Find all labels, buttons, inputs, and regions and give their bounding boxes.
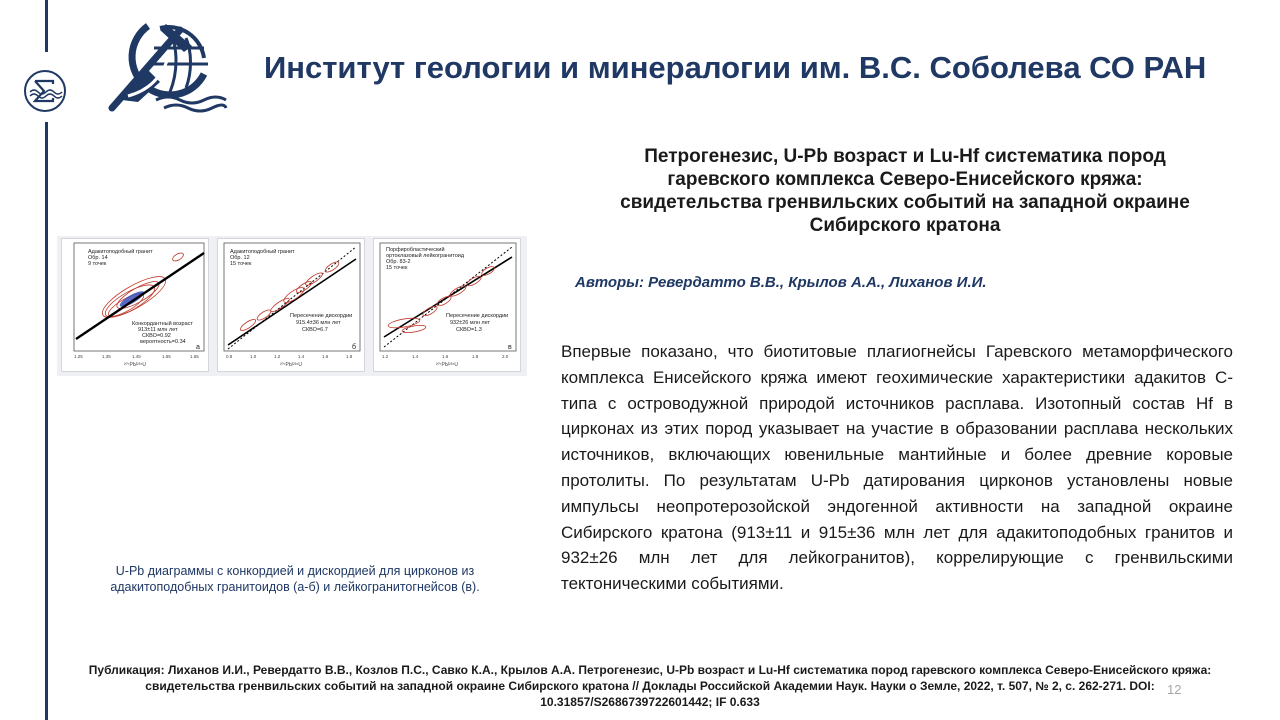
paper-title-line: гаревского комплекса Северо-Енисейского кряжа: xyxy=(667,169,1143,190)
sample-label: Адакитоподобный гранит xyxy=(88,249,153,255)
institute-globe-hammer-icon xyxy=(108,18,228,114)
result-label: 915.4±36 млн лет xyxy=(296,320,341,326)
paper-title-line: свидетельства гренвильских событий на западной окраине xyxy=(620,192,1190,213)
result-label: 913±11 млн лет xyxy=(138,327,178,333)
result-label: СКВО=1.3 xyxy=(456,327,482,333)
left-accent-line-bottom xyxy=(45,122,48,720)
sample-label: 15 точек xyxy=(386,265,408,271)
sample-label: 15 точек xyxy=(230,261,252,267)
sample-label: Адакитоподобный гранит xyxy=(230,249,295,255)
sample-label: ортоклазовый лейкогранитоид xyxy=(386,253,465,259)
x-tick-label: 1.65 xyxy=(190,354,199,359)
result-label: СКВО=6.7 xyxy=(302,327,328,333)
discordia-panel-c xyxy=(373,238,521,372)
summary-paragraph: Впервые показано, что биотитовые плагиогнейсы Гаревского метаморфического комплекса Енисейского кряжа имеют геохимические характеристики адакитов С-типа с островодужной природой источников расплава. Изотопный состав Hf в цирконах из этих пород указывает на участие в образовании расплава нескольких источников, включающих ювенильные мантийные и более древние коровые протолиты. По результатам U-Pb датирования цирконов установлены новые импульсы неопротерозойской эндогенной активности на западной окраине Сибирского кратона (913±11 и 915±36 млн лет для адакитоподобных гранитов и 932±26 млн лет для лейкогранитов), коррелирующие с гренвильскими тектоническими событиями. xyxy=(561,342,1233,594)
x-tick-label: 1.2 xyxy=(382,354,389,359)
figure-caption: U-Pb диаграммы с конкордией и дискордией для цирконов из адакитоподобных гранитоидов (а-б) и лейкогранитогнейсов (в). xyxy=(110,564,480,594)
concordia-panel-a xyxy=(61,238,209,372)
x-tick-label: 1.4 xyxy=(298,354,305,359)
sigma-emblem-icon xyxy=(22,68,68,114)
uPb-concordia-figure xyxy=(57,236,527,376)
x-tick-label: 1.35 xyxy=(102,354,111,359)
panel-letter: в xyxy=(508,344,512,351)
sample-label: Обр. 14 xyxy=(88,255,108,261)
page-number: 12 xyxy=(1167,682,1182,697)
discordia-panel-b xyxy=(217,238,365,372)
x-tick-label: 1.0 xyxy=(250,354,257,359)
authors: Авторы: Ревердатто В.В., Крылов А.А., Лиханов И.И. xyxy=(575,274,987,291)
x-tick-label: 1.2 xyxy=(274,354,281,359)
x-tick-label: 1.8 xyxy=(346,354,353,359)
x-tick-label: 1.6 xyxy=(442,354,449,359)
publication-reference xyxy=(70,662,1230,710)
paper-title xyxy=(575,145,1235,237)
sample-label: 9 точек xyxy=(88,261,107,267)
x-tick-label: 1.25 xyxy=(74,354,83,359)
result-label: 932±26 млн лет xyxy=(450,320,491,326)
publication-line: Публикация: Лиханов И.И., Ревердатто В.В., Козлов П.С., Савко К.А., Крылов А.А. Петрогенезис, U-Pb возраст и Lu-Hf систематика пород гаревского комплекса Северо-Енисейского кряжа: xyxy=(88,663,1212,677)
x-axis-label: ²⁰⁷Pb/²³⁵U xyxy=(436,362,458,368)
result-label: Конкордантный возраст xyxy=(132,321,193,327)
publication-line: 10.31857/S2686739722601442; IF 0.633 xyxy=(540,695,760,709)
x-tick-label: 1.55 xyxy=(162,354,171,359)
x-tick-label: 1.4 xyxy=(412,354,419,359)
sample-label: Порфиробластический xyxy=(386,247,445,253)
result-label: Пересечение дискордии xyxy=(446,313,509,319)
panel-letter: б xyxy=(352,344,357,351)
x-axis-label: ²⁰⁷Pb/²³⁵U xyxy=(280,362,302,368)
result-label: вероятность=0.34 xyxy=(140,339,186,345)
x-axis-label: ²⁰⁷Pb/²³⁵U xyxy=(124,362,146,368)
panel-letter: а xyxy=(196,344,200,351)
x-tick-label: 2.0 xyxy=(502,354,509,359)
paper-title-line: Сибирского кратона xyxy=(809,215,1001,236)
result-label: СКВО=0.92 xyxy=(142,333,171,339)
publication-line: свидетельства гренвильских событий на западной окраине Сибирского кратона // Доклады Российской Академии Наук. Науки о Земле, 2022, т. 507, № 2, с. 262-271. DOI: xyxy=(145,679,1155,693)
x-tick-label: 1.45 xyxy=(132,354,141,359)
x-tick-label: 1.8 xyxy=(472,354,479,359)
paper-title-line: Петрогенезис, U-Pb возраст и Lu-Hf систематика пород xyxy=(644,146,1166,167)
x-tick-label: 0.8 xyxy=(226,354,233,359)
left-accent-line-top xyxy=(45,0,48,52)
result-label: Пересечение дискордии xyxy=(290,313,353,319)
sample-label: Обр. 83-2 xyxy=(386,259,411,265)
x-tick-label: 1.6 xyxy=(322,354,329,359)
institute-title: Институт геологии и минералогии им. В.С. Соболева СО РАН xyxy=(264,50,1207,85)
sample-label: Обр. 12 xyxy=(230,255,250,261)
